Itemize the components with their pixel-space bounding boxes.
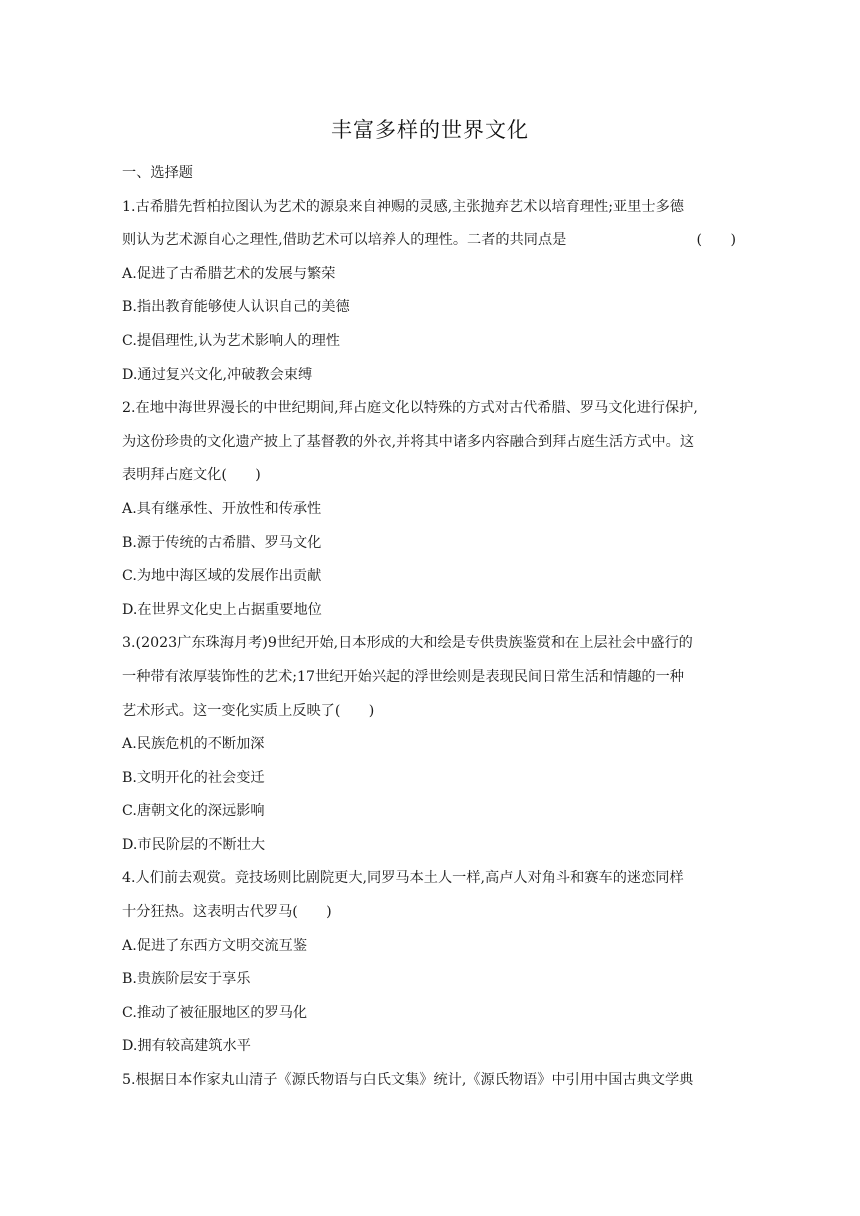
question-3-stem-line-3: 艺术形式。这一变化实质上反映了( ): [122, 702, 375, 719]
question-2-stem-line-1: 2.在地中海世界漫长的中世纪期间,拜占庭文化以特殊的方式对古代希腊、罗马文化进行保护,: [122, 400, 698, 417]
question-1-stem-text: 则认为艺术源自心之理性,借助艺术可以培养人的理性。二者的共同点是: [122, 232, 567, 249]
question-3-stem-line-2: 一种带有浓厚装饰性的艺术;17世纪开始兴起的浮世绘则是表现民间日常生活和情趣的一种: [122, 668, 684, 685]
section-heading: 一、选择题: [122, 165, 193, 181]
question-1-option-b: B.指出教育能够使人认识自己的美德: [122, 299, 350, 316]
question-4-option-d: D.拥有较高建筑水平: [122, 1038, 251, 1055]
question-list: [122, 157, 740, 1098]
question-3-stem-line-1: 3.(2023广东珠海月考)9世纪开始,日本形成的大和绘是专供贵族鉴赏和在上层社会中盛行的: [122, 635, 693, 652]
question-4-option-c: C.推动了被征服地区的罗马化: [122, 1004, 308, 1021]
question-3-option-b: B.文明开化的社会变迁: [122, 769, 265, 786]
question-2-option-a: A.具有继承性、开放性和传承性: [122, 500, 322, 517]
question-2-option-c: C.为地中海区域的发展作出贡献: [122, 568, 322, 585]
question-3-option-d: D.市民阶层的不断壮大: [122, 836, 266, 853]
answer-blank: ( ): [696, 232, 736, 249]
question-2-option-b: B.源于传统的古希腊、罗马文化: [122, 534, 322, 551]
question-2-stem-line-3: 表明拜占庭文化( ): [122, 467, 261, 484]
question-2-option-d: D.在世界文化史上占据重要地位: [122, 601, 322, 618]
question-3-option-a: A.民族危机的不断加深: [122, 736, 265, 753]
question-4-stem-line-1: 4.人们前去观赏。竞技场则比剧院更大,同罗马本土人一样,高卢人对角斗和赛车的迷恋同样: [122, 870, 684, 887]
question-1-option-d: D.通过复兴文化,冲破教会束缚: [122, 366, 313, 383]
question-5-stem-line-1: 5.根据日本作家丸山清子《源氏物语与白氏文集》统计,《源氏物语》中引用中国古典文学典: [122, 1072, 694, 1089]
question-1-stem-line-1: 1.古希腊先哲柏拉图认为艺术的源泉来自神赐的灵感,主张抛弃艺术以培育理性;亚里士多德: [122, 198, 684, 215]
question-4-option-a: A.促进了东西方文明交流互鉴: [122, 937, 308, 954]
question-4-stem-line-2: 十分狂热。这表明古代罗马( ): [122, 904, 332, 921]
question-2-stem-line-2: 为这份珍贵的文化遗产披上了基督教的外衣,并将其中诸多内容融合到拜占庭生活方式中。这: [122, 433, 695, 450]
question-4-option-b: B.贵族阶层安于享乐: [122, 971, 251, 988]
question-1-option-a: A.促进了古希腊艺术的发展与繁荣: [122, 265, 336, 282]
question-3-option-c: C.唐朝文化的深远影响: [122, 803, 265, 820]
document-title: 丰富多样的世界文化: [331, 118, 529, 142]
question-1-stem-line-2: [122, 224, 740, 258]
question-1-option-c: C.提倡理性,认为艺术影响人的理性: [122, 332, 340, 349]
